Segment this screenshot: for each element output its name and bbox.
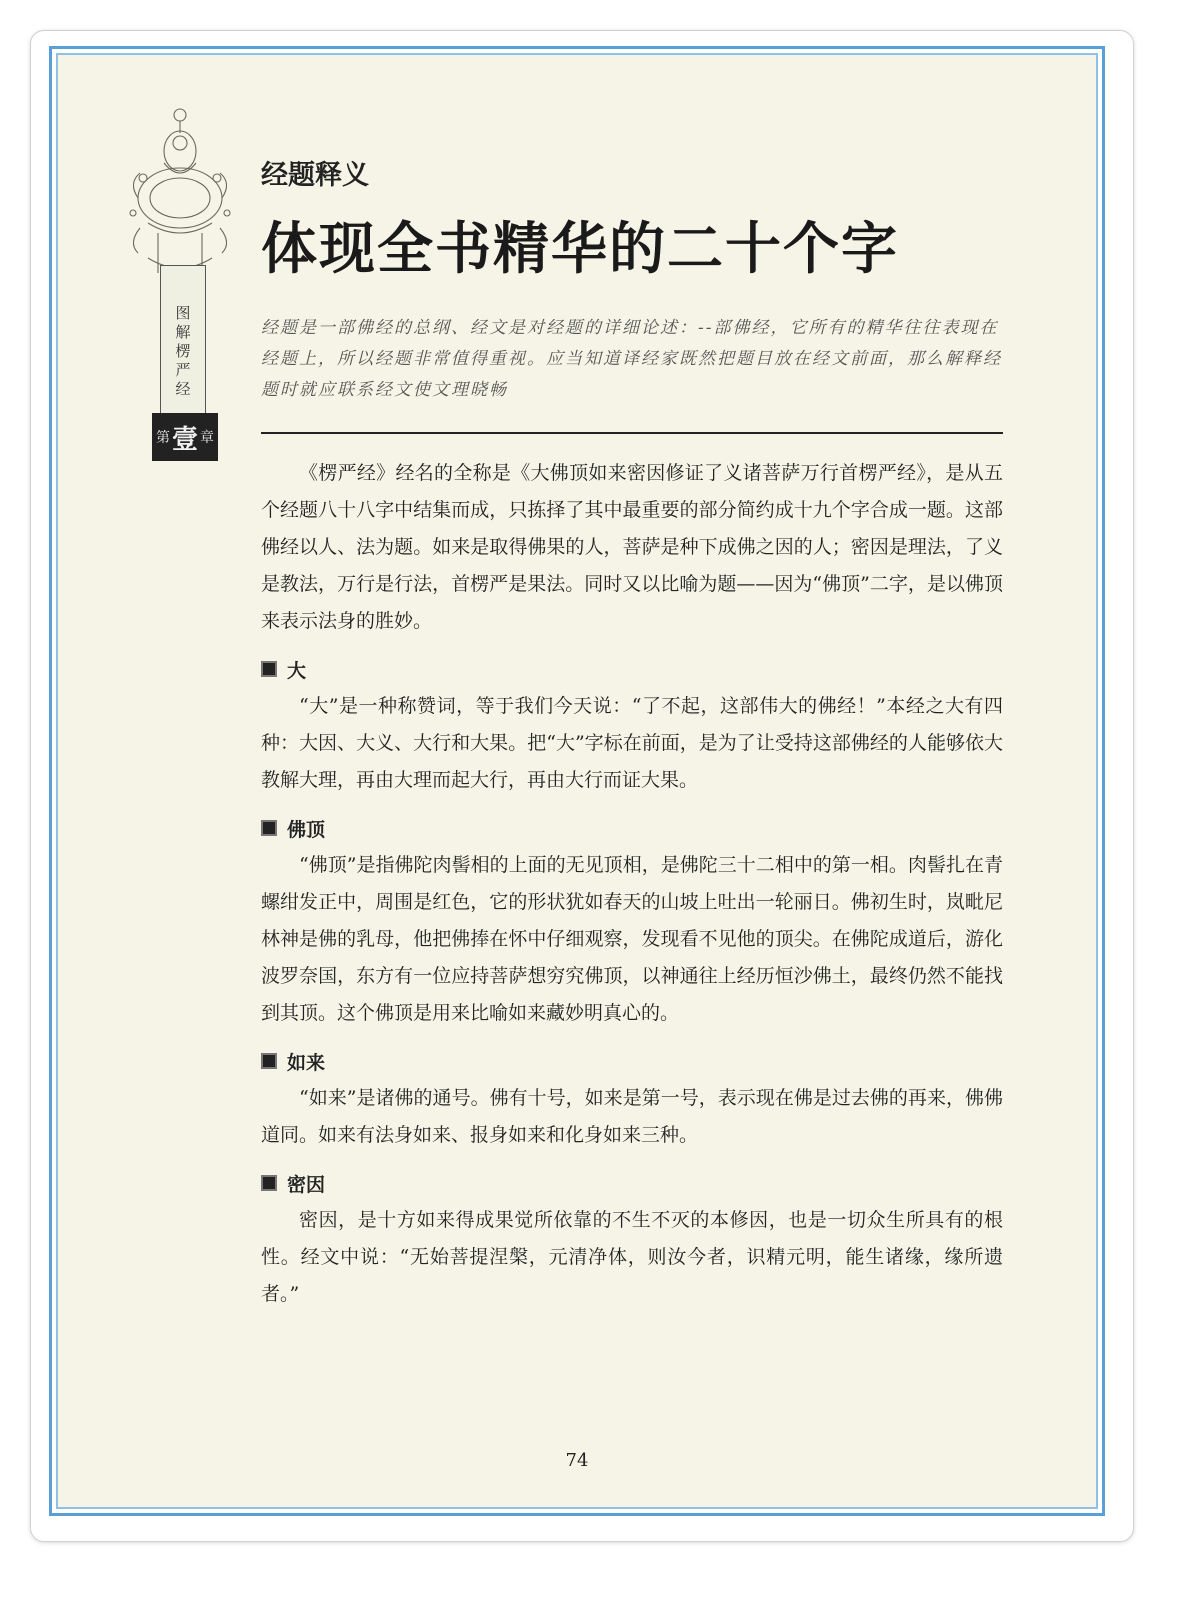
opening-paragraph: 《楞严经》经名的全称是《大佛顶如来密因修证了义诸菩萨万行首楞严经》，是从五个经题八十八字中结集而成，只拣择了其中最重要的部分简约成十九个字合成一题。这部佛经以人、法为题。如来是取得佛果的人，菩萨是种下成佛之因的人；密因是理法，了义是教法，万行是行法，首楞严是果法。同时又以比喻为题——因为“佛顶”二字，是以佛顶来表示法身的胜妙。 [261,462,1003,632]
square-bullet-icon [261,820,277,836]
section-heading-text: 大 [287,659,307,682]
section-label: 经题释义 [261,160,369,191]
chapter-prefix: 第 [155,430,170,446]
main-content [261,455,1003,1313]
section-heading-text: 如来 [287,1051,326,1074]
chapter-number: 壹 [171,424,198,455]
section-paragraph: “如来”是诸佛的通号。佛有十号，如来是第一号，表示现在佛是过去佛的再来，佛佛道同。如来有法身如来、报身如来和化身如来三种。 [261,1087,1003,1146]
section-heading [261,1166,1003,1200]
section-heading [261,652,1003,686]
buddha-ornament-icon [118,103,243,283]
intro-summary: 经题是一部佛经的总纲、经文是对经题的详细论述：--部佛经，它所有的精华往往表现在经题上，所以经题非常值得重视。应当知道译经家既然把题目放在经文前面，那么解释经题时就应联系经文使文理晓畅 [261,318,1002,400]
divider [261,432,1003,434]
square-bullet-icon [261,661,277,677]
chapter-suffix: 章 [200,430,214,446]
section-paragraph: “大”是一种称赞词，等于我们今天说：“了不起，这部伟大的佛经！”本经之大有四种：大因、大义、大行和大果。把“大”字标在前面，是为了让受持这部佛经的人能够依大教解大理，再由大理而起大行，再由大行而证大果。 [261,695,1003,791]
section-paragraph: “佛顶”是指佛陀肉髻相的上面的无见顶相，是佛陀三十二相中的第一相。肉髻扎在青螺绀发正中，周围是红色，它的形状犹如春天的山坡上吐出一轮丽日。佛初生时，岚毗尼林神是佛的乳母，他把佛捧在怀中仔细观察，发现看不见他的顶尖。在佛陀成道后，游化波罗奈国，东方有一位应持菩萨想穷究佛顶，以神通往上经历恒沙佛土，最终仍然不能找到其顶。这个佛顶是用来比喻如来藏妙明真心的。 [261,854,1003,1024]
page-number: 74 [565,1450,589,1471]
book-title-vertical: 图解楞严经 [160,265,206,440]
square-bullet-icon [261,1053,277,1069]
chapter-badge [152,413,218,461]
page-frame [49,46,1105,1516]
book-page [56,53,1098,1509]
section-heading [261,1044,1003,1078]
section-heading-text: 密因 [287,1173,326,1196]
section-paragraph: 密因，是十方如来得成果觉所依靠的不生不灭的本修因，也是一切众生所具有的根性。经文中说：“无始菩提涅槃，元清净体，则汝今者，识精元明，能生诸缘，缘所遗者。” [261,1209,1003,1305]
page-title: 体现全书精华的二十个字 [261,217,899,282]
section-heading-text: 佛顶 [287,818,326,841]
square-bullet-icon [261,1175,277,1191]
section-heading [261,811,1003,845]
